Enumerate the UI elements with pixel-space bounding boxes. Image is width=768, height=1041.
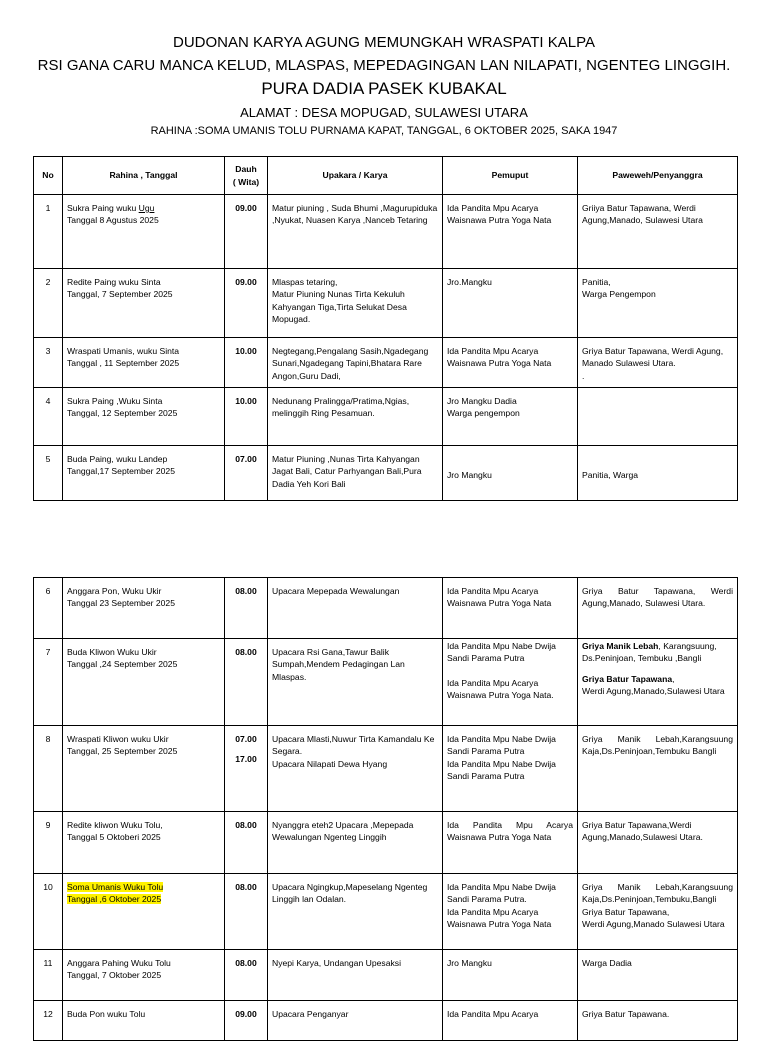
col-header-pemuput: Pemuput: [443, 157, 578, 195]
table-row: [34, 1001, 738, 1041]
table-row: [34, 726, 738, 812]
row-no: 10: [34, 874, 63, 950]
row-pemuput: Jro Mangku Dadia Warga pengempon: [443, 388, 578, 446]
row-paweweh: Griya Batur Tapawana.: [578, 1001, 738, 1041]
row-pemuput: Ida Pandita Mpu Nabe Dwija Sandi Parama Putra Ida Pandita Mpu Nabe Dwija Sandi Parama Putra: [443, 726, 578, 812]
col-header-paweweh: Paweweh/Penyanggra: [578, 157, 738, 195]
row-pemuput: Ida Pandita Mpu Acarya Waisnawa Putra Yoga Nata: [443, 578, 578, 639]
table-row: [34, 338, 738, 388]
row-paweweh: Griya Batur Tapawana, Werdi Agung, Manado Sulawesi Utara. .: [578, 338, 738, 388]
table-row: [34, 950, 738, 1001]
row-dauh: 09.00: [225, 269, 268, 338]
row-upakara: Matur Piuning ,Nunas Tirta Kahyangan Jagat Bali, Catur Parhyangan Bali,Pura Dadia Yeh Kori Bali: [268, 446, 443, 501]
row-upakara: Nyepi Karya, Undangan Upesaksi: [268, 950, 443, 1001]
schedule-table-1: [33, 156, 738, 501]
document-title-pura: PURA DADIA PASEK KUBAKAL: [261, 79, 507, 98]
col-header-dauh: Dauh ( Wita): [225, 157, 268, 195]
schedule-table-2: [33, 577, 738, 1041]
row-dauh: 08.00: [225, 812, 268, 874]
row-upakara: Negtegang,Pengalang Sasih,Ngadegang Sunari,Ngadegang Tapini,Bhatara Rare Angon,Guru Dadi,: [268, 338, 443, 388]
row-no: 2: [34, 269, 63, 338]
row-upakara: Upacara Penganyar: [268, 1001, 443, 1041]
row-upakara: Upacara Mlasti,Nuwur Tirta Kamandalu Ke Segara. Upacara Nilapati Dewa Hyang: [268, 726, 443, 812]
row-rahina: Wraspati Umanis, wuku Sinta Tanggal , 11 September 2025: [63, 338, 225, 388]
table-row: [34, 578, 738, 639]
row-upakara: Nyanggra eteh2 Upacara ,Mepepada Wewalungan Ngenteg Linggih: [268, 812, 443, 874]
document-title-line2: RSI GANA CARU MANCA KELUD, MLASPAS, MEPEDAGINGAN LAN NILAPATI, NGENTEG LINGGIH.: [37, 57, 731, 74]
row-paweweh: Panitia, Warga: [578, 446, 738, 501]
row-rahina: Buda Paing, wuku Landep Tanggal,17 September 2025: [63, 446, 225, 501]
row-pemuput: Jro.Mangku: [443, 269, 578, 338]
row-no: 7: [34, 639, 63, 726]
table-header-row: [34, 157, 738, 195]
highlighted-date: Soma Umanis Wuku Tolu: [67, 882, 164, 892]
row-rahina: Anggara Pahing Wuku Tolu Tanggal, 7 Oktober 2025: [63, 950, 225, 1001]
table-row: [34, 269, 738, 338]
row-upakara: Nedunang Pralingga/Pratima,Ngias, melinggih Ring Pesamuan.: [268, 388, 443, 446]
col-header-no: No: [34, 157, 63, 195]
row-pemuput: Ida Pandita Mpu Acarya Waisnawa Putra Yoga Nata: [443, 338, 578, 388]
row-paweweh: [578, 388, 738, 446]
highlighted-date: Tanggal ,6 Oktober 2025: [67, 894, 162, 905]
row-rahina: Redite Paing wuku Sinta Tanggal, 7 September 2025: [63, 269, 225, 338]
row-pemuput: Ida Pandita Mpu Acarya: [443, 1001, 578, 1041]
row-dauh: 09.00: [225, 195, 268, 269]
row-paweweh: Griiya Batur Tapawana, Werdi Agung,Manado, Sulawesi Utara: [578, 195, 738, 269]
row-dauh: 07.00: [225, 446, 268, 501]
row-no: 1: [34, 195, 63, 269]
col-header-rahina: Rahina , Tanggal: [63, 157, 225, 195]
row-rahina: Wraspati Kliwon wuku Ukir Tanggal, 25 September 2025: [63, 726, 225, 812]
table-row: [34, 388, 738, 446]
table-row: [34, 874, 738, 950]
row-dauh: 09.00: [225, 1001, 268, 1041]
row-paweweh: Warga Dadia: [578, 950, 738, 1001]
col-header-upakara: Upakara / Karya: [268, 157, 443, 195]
row-rahina: Sukra Paing ,Wuku Sinta Tanggal, 12 September 2025: [63, 388, 225, 446]
row-pemuput: Ida Pandita Mpu Acarya Waisnawa Putra Yoga Nata: [443, 195, 578, 269]
row-pemuput: Ida Pandita Mpu Acarya Waisnawa Putra Yoga Nata: [443, 812, 578, 874]
row-paweweh: Griya Manik Lebah,Karangsuung Kaja,Ds.Peninjoan,Tembuku,Bangli Griya Batur Tapawana, Werdi Agung,Manado Sulawesi Utara: [578, 874, 738, 950]
document-title-line1: DUDONAN KARYA AGUNG MEMUNGKAH WRASPATI KALPA: [172, 34, 596, 51]
row-no: 6: [34, 578, 63, 639]
document-date-line: RAHINA :SOMA UMANIS TOLU PURNAMA KAPAT, TANGGAL, 6 OKTOBER 2025, SAKA 1947: [150, 125, 618, 137]
row-rahina: Sukra Paing wuku Ugu Tanggal 8 Agustus 2025: [63, 195, 225, 269]
row-rahina: Redite kliwon Wuku Tolu, Tanggal 5 Oktoberi 2025: [63, 812, 225, 874]
row-no: 3: [34, 338, 63, 388]
row-upakara: Mlaspas tetaring, Matur Piuning Nunas Tirta Kekuluh Kahyangan Tiga,Tirta Selukat Desa Mopugad.: [268, 269, 443, 338]
row-paweweh: Griya Batur Tapawana, Werdi Agung,Manado, Sulawesi Utara.: [578, 578, 738, 639]
row-dauh: 10.00: [225, 388, 268, 446]
row-pemuput: Jro Mangku: [443, 950, 578, 1001]
row-dauh: 08.00: [225, 639, 268, 726]
row-paweweh: Panitia, Warga Pengempon: [578, 269, 738, 338]
table-row: [34, 446, 738, 501]
table-row: [34, 195, 738, 269]
row-dauh: 08.00: [225, 950, 268, 1001]
row-upakara: Upacara Ngingkup,Mapeselang Ngenteg Linggih lan Odalan.: [268, 874, 443, 950]
document-address: ALAMAT : DESA MOPUGAD, SULAWESI UTARA: [240, 105, 528, 120]
row-upakara: Matur piuning , Suda Bhumi ,Magurupiduka ,Nyukat, Nuasen Karya ,Nanceb Tetaring: [268, 195, 443, 269]
row-rahina: Buda Pon wuku Tolu: [63, 1001, 225, 1041]
row-pemuput: Ida Pandita Mpu Nabe Dwija Sandi Parama Putra. Ida Pandita Mpu Acarya Waisnawa Putra Yoga Nata: [443, 874, 578, 950]
row-no: 4: [34, 388, 63, 446]
row-rahina: [63, 874, 225, 950]
row-rahina: Anggara Pon, Wuku Ukir Tanggal 23 September 2025: [63, 578, 225, 639]
row-dauh: 08.00: [225, 578, 268, 639]
table-row: [34, 812, 738, 874]
row-dauh: 08.00: [225, 874, 268, 950]
row-upakara: Upacara Rsi Gana,Tawur Balik Sumpah,Mendem Pedagingan Lan Mlaspas.: [268, 639, 443, 726]
row-no: 11: [34, 950, 63, 1001]
row-pemuput: Ida Pandita Mpu Nabe Dwija Sandi Parama Putra Ida Pandita Mpu Acarya Waisnawa Putra Yoga Nata.: [443, 639, 578, 726]
row-no: 12: [34, 1001, 63, 1041]
row-dauh: 07.00 17.00: [225, 726, 268, 812]
row-no: 9: [34, 812, 63, 874]
row-paweweh: Griya Manik Lebah, Karangsuung, Ds.Peninjoan, Tembuku ,Bangli Griya Batur Tapawana, Werdi Agung,Manado,Sulawesi Utara: [578, 639, 738, 726]
row-pemuput: Jro Mangku: [443, 446, 578, 501]
row-upakara: Upacara Mepepada Wewalungan: [268, 578, 443, 639]
table-row: [34, 639, 738, 726]
row-no: 8: [34, 726, 63, 812]
row-dauh: 10.00: [225, 338, 268, 388]
row-paweweh: Griya Batur Tapawana,Werdi Agung,Manado,Sulawesi Utara.: [578, 812, 738, 874]
row-paweweh: Griya Manik Lebah,Karangsuung Kaja,Ds.Peninjoan,Tembuku Bangli: [578, 726, 738, 812]
row-no: 5: [34, 446, 63, 501]
row-rahina: Buda Kliwon Wuku Ukir Tanggal ,24 September 2025: [63, 639, 225, 726]
